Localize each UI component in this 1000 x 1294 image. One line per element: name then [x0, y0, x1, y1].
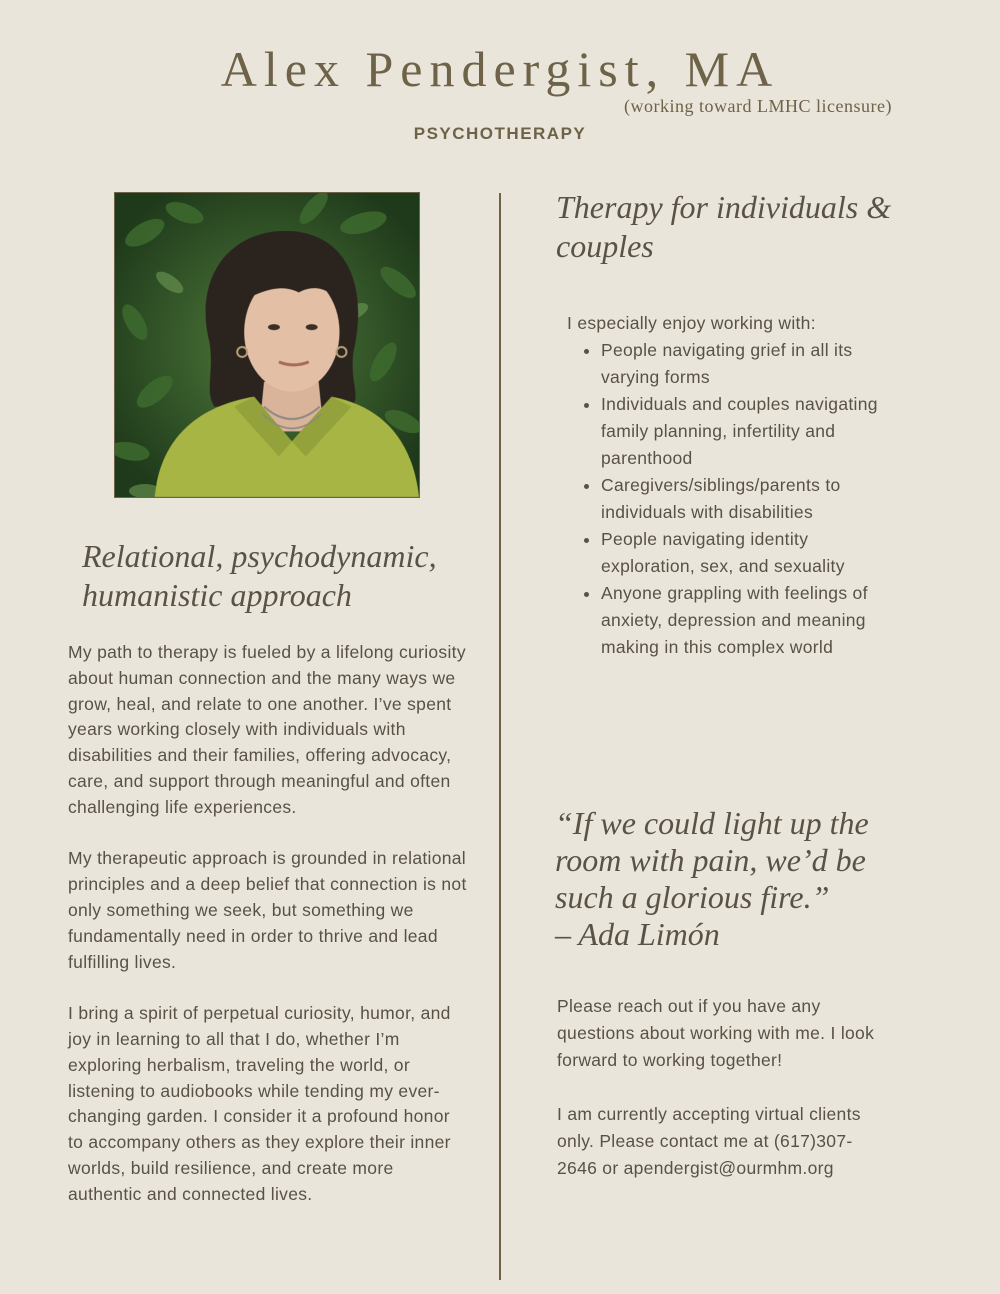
list-item: • Anyone grappling with feelings of anxiety, depression and meaning making in this complex world — [601, 580, 901, 661]
contact-section — [557, 993, 887, 1209]
specialty-label: PSYCHOTHERAPY — [413, 124, 587, 143]
column-divider — [499, 193, 501, 1280]
bio-paragraph: My path to therapy is fueled by a lifelong curiosity about human connection and the many ways we grow, heal, and relate to one another. I’ve spent years working closely with individuals with disabilities and their families, offering advocacy, care, and support through meaningful and often challenging life experiences. — [68, 642, 466, 817]
portrait-photo — [114, 192, 420, 498]
list-item: • People navigating identity exploration, sex, and sexuality — [601, 526, 901, 580]
list-item: • Individuals and couples navigating family planning, infertility and parenthood — [601, 391, 901, 472]
services-section — [567, 310, 887, 661]
license-note: (working toward LMHC licensure) — [624, 96, 892, 116]
quote-block — [555, 805, 895, 953]
quote-attribution: – Ada Limón — [555, 916, 720, 952]
services-intro: I especially enjoy working with: — [567, 313, 816, 333]
list-item: • People navigating grief in all its varying forms — [601, 337, 901, 391]
list-item: • Caregivers/siblings/parents to individuals with disabilities — [601, 472, 901, 526]
services-heading: Therapy for individuals & couples — [556, 189, 892, 264]
contact-details: I am currently accepting virtual clients only. Please contact me at (617)307-2646 or apendergist@ourmhm.org — [557, 1104, 861, 1178]
contact-invitation: Please reach out if you have any questions about working with me. I look forward to working together! — [557, 996, 875, 1070]
bio-section — [68, 640, 468, 1233]
bio-paragraph: My therapeutic approach is grounded in relational principles and a deep belief that connection is not only something we seek, but something we fundamentally need in order to thrive and lead fulfilling lives. — [68, 848, 467, 972]
practitioner-name: Alex Pendergist, MA — [220, 41, 780, 97]
services-list — [567, 337, 901, 661]
approach-heading: Relational, psychodynamic, humanistic approach — [82, 538, 437, 613]
quote-text: “If we could light up the room with pain, we’d be such a glorious fire.” — [555, 805, 869, 915]
bio-paragraph: I bring a spirit of perpetual curiosity, humor, and joy in learning to all that I do, whether I’m exploring herbalism, traveling the world, or listening to audiobooks while tending my ever-changing garden. I consider it a profound honor to accompany others as they explore their inner worlds, build resilience, and create more authentic and connected lives. — [68, 1003, 451, 1204]
